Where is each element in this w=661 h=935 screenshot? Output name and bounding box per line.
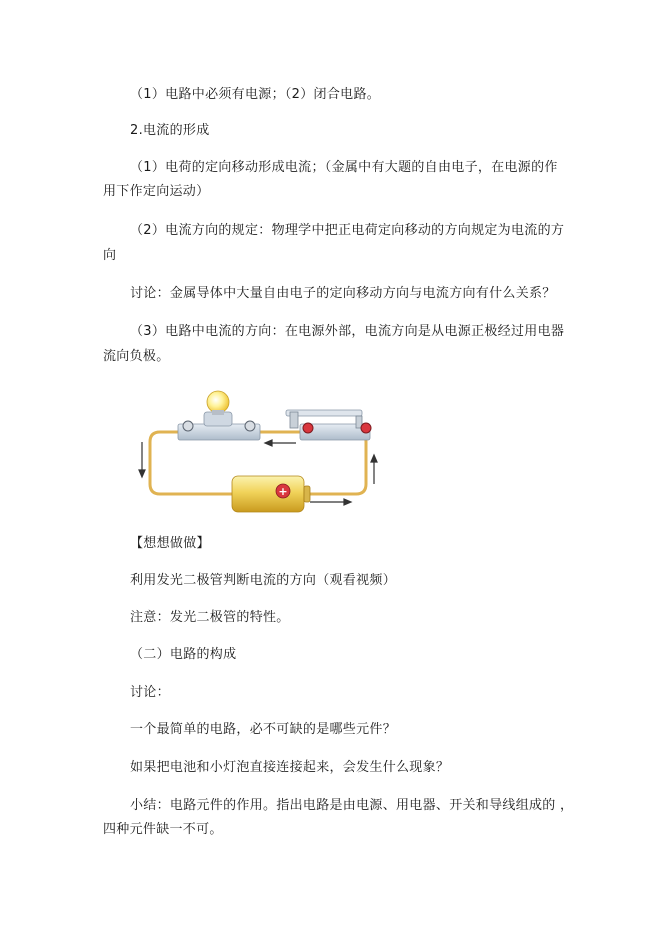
battery-plus-symbol: + [278, 485, 288, 498]
circuit-diagram-image [120, 380, 380, 520]
paragraph-current-direction-line2: 向 [103, 248, 117, 263]
paragraph-question-components: 一个最简单的电路，必不可缺的是哪些元件？ [130, 722, 397, 737]
section-try-it: 【想想做做】 [130, 536, 210, 551]
paragraph-led-direction: 利用发光二极管判断电流的方向（观看视频） [130, 573, 397, 588]
paragraph-summary-line2: 四种元件缺一不可。 [103, 822, 223, 837]
paragraph-circuit-direction-line2: 流向负极。 [103, 349, 170, 364]
paragraph-current-direction-line1: （2）电流方向的规定：物理学中把正电荷定向移动的方向规定为电流的方 [130, 223, 565, 238]
paragraph-current-formation-line1: （1）电荷的定向移动形成电流；（金属中有大题的自由电子，在电源的作 [130, 160, 558, 175]
light-bulb-icon [207, 391, 229, 415]
lamp-holder [178, 412, 260, 440]
paragraph-summary-line1: 小结：电路元件的作用。指出电路是由电源、用电器、开关和导线组成的 ， [130, 798, 574, 813]
paragraph-circuit-conditions: （1）电路中必须有电源；（2）闭合电路。 [130, 87, 381, 102]
heading-current-formation: 2.电流的形成 [130, 123, 210, 138]
paragraph-discussion-label: 讨论： [130, 685, 170, 700]
paragraph-led-note: 注意：发光二极管的特性。 [130, 610, 290, 625]
heading-circuit-composition: （二）电路的构成 [130, 647, 237, 662]
battery [232, 476, 310, 512]
paragraph-current-formation-line2: 用下作定向运动） [103, 184, 210, 199]
paragraph-question-short-circuit: 如果把电池和小灯泡直接连接起来，会发生什么现象？ [130, 760, 450, 775]
paragraph-circuit-direction-line1: （3）电路中电流的方向：在电源外部，电流方向是从电源正极经过用电器 [130, 324, 565, 339]
switch [286, 410, 371, 440]
paragraph-discussion-electrons: 讨论：金属导体中大量自由电子的定向移动方向与电流方向有什么关系？ [130, 286, 556, 301]
